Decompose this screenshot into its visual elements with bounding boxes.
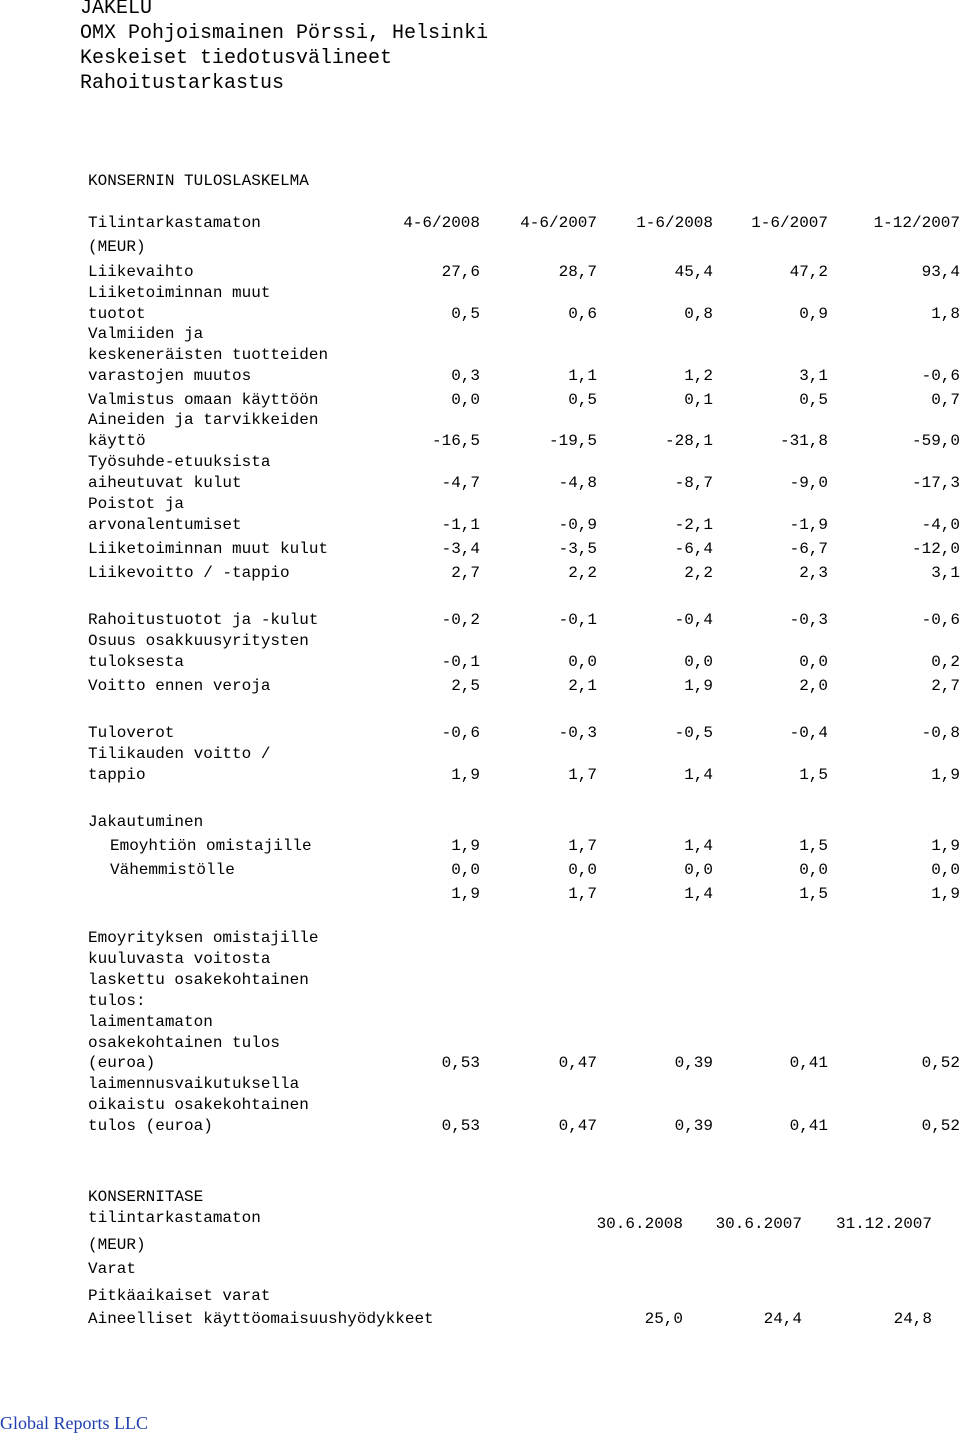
cell-value: 0,41 bbox=[789, 1117, 828, 1135]
cell-value: 1,8 bbox=[931, 305, 960, 323]
row-label: arvonalentumiset bbox=[88, 516, 242, 534]
cell-value: -0,6 bbox=[921, 367, 960, 385]
balance-subtitle: tilintarkastamaton bbox=[88, 1209, 261, 1227]
cell-value: 1,7 bbox=[568, 837, 597, 855]
row-label: Emoyhtiön omistajille bbox=[110, 837, 312, 855]
cell-value: 0,7 bbox=[931, 391, 960, 409]
row-label: aiheutuvat kulut bbox=[88, 474, 242, 492]
cell-value: -28,1 bbox=[664, 432, 713, 450]
cell-value: 2,2 bbox=[684, 564, 713, 582]
cell-value: 0,47 bbox=[558, 1054, 597, 1072]
cell-value: 0,0 bbox=[568, 861, 597, 879]
cell-value: -0,4 bbox=[789, 724, 828, 742]
row-label: tulos: bbox=[88, 992, 146, 1010]
row-label: tuotot bbox=[88, 305, 146, 323]
cell-value: -3,5 bbox=[558, 540, 597, 558]
cell-value: -16,5 bbox=[431, 432, 480, 450]
cell-value: 1,5 bbox=[799, 885, 828, 903]
cell-value: 0,6 bbox=[568, 305, 597, 323]
row-label: (euroa) bbox=[88, 1054, 156, 1072]
row-label: tuloksesta bbox=[88, 653, 185, 671]
balance-cell-value: 25,0 bbox=[644, 1310, 683, 1328]
row-label: varastojen muutos bbox=[88, 367, 252, 385]
cell-value: -4,7 bbox=[441, 474, 480, 492]
cell-value: -4,8 bbox=[558, 474, 597, 492]
cell-value: 3,1 bbox=[799, 367, 828, 385]
cell-value: 0,0 bbox=[799, 861, 828, 879]
cell-value: -0,1 bbox=[441, 653, 480, 671]
row-label: laskettu osakekohtainen bbox=[88, 971, 309, 989]
cell-value: 0,8 bbox=[684, 305, 713, 323]
cell-value: 2,0 bbox=[799, 677, 828, 695]
cell-value: 0,39 bbox=[674, 1054, 713, 1072]
cell-value: 0,0 bbox=[799, 653, 828, 671]
header-jakelu: JAKELU bbox=[80, 0, 153, 20]
cell-value: 0,0 bbox=[931, 861, 960, 879]
cell-value: 0,1 bbox=[684, 391, 713, 409]
cell-value: 2,1 bbox=[568, 677, 597, 695]
cell-value: 1,9 bbox=[931, 885, 960, 903]
cell-value: 0,52 bbox=[921, 1054, 960, 1072]
cell-value: -2,1 bbox=[674, 516, 713, 534]
cell-value: 0,53 bbox=[441, 1117, 480, 1135]
income-unit: (MEUR) bbox=[88, 238, 146, 256]
cell-value: -59,0 bbox=[911, 432, 960, 450]
cell-value: 47,2 bbox=[789, 263, 828, 281]
row-label: Vähemmistölle bbox=[110, 861, 235, 879]
cell-value: -0,8 bbox=[921, 724, 960, 742]
cell-value: 1,4 bbox=[684, 837, 713, 855]
cell-value: -0,3 bbox=[789, 611, 828, 629]
cell-value: -31,8 bbox=[779, 432, 828, 450]
cell-value: -0,9 bbox=[558, 516, 597, 534]
cell-value: 1,7 bbox=[568, 885, 597, 903]
row-label: keskeneräisten tuotteiden bbox=[88, 346, 329, 364]
cell-value: -19,5 bbox=[548, 432, 597, 450]
row-label: tulos (euroa) bbox=[88, 1117, 213, 1135]
cell-value: 0,41 bbox=[789, 1054, 828, 1072]
cell-value: -8,7 bbox=[674, 474, 713, 492]
cell-value: 0,3 bbox=[451, 367, 480, 385]
row-label: Liiketoiminnan muut kulut bbox=[88, 540, 329, 558]
cell-value: 0,9 bbox=[799, 305, 828, 323]
row-label: Liikevoitto / -tappio bbox=[88, 564, 290, 582]
column-header: 4-6/2007 bbox=[520, 214, 597, 232]
column-header: 4-6/2008 bbox=[403, 214, 480, 232]
cell-value: -4,0 bbox=[921, 516, 960, 534]
column-header: 1-6/2008 bbox=[636, 214, 713, 232]
row-label: Aineiden ja tarvikkeiden bbox=[88, 411, 319, 429]
row-label: kuuluvasta voitosta bbox=[88, 950, 271, 968]
header-fsa: Rahoitustarkastus bbox=[80, 72, 285, 95]
cell-value: 0,5 bbox=[451, 305, 480, 323]
cell-value: 2,7 bbox=[931, 677, 960, 695]
row-label: Osuus osakkuusyritysten bbox=[88, 632, 309, 650]
column-header: 1-12/2007 bbox=[873, 214, 960, 232]
row-label: Poistot ja bbox=[88, 495, 185, 513]
cell-value: 1,9 bbox=[451, 885, 480, 903]
cell-value: -0,2 bbox=[441, 611, 480, 629]
cell-value: 0,47 bbox=[558, 1117, 597, 1135]
cell-value: 0,5 bbox=[799, 391, 828, 409]
row-label: Valmistus omaan käyttöön bbox=[88, 391, 319, 409]
cell-value: 1,9 bbox=[451, 837, 480, 855]
row-label: laimennusvaikutuksella bbox=[88, 1075, 300, 1093]
row-label: Voitto ennen veroja bbox=[88, 677, 271, 695]
cell-value: -9,0 bbox=[789, 474, 828, 492]
cell-value: 0,0 bbox=[451, 391, 480, 409]
cell-value: 0,2 bbox=[931, 653, 960, 671]
cell-value: 0,53 bbox=[441, 1054, 480, 1072]
cell-value: 2,7 bbox=[451, 564, 480, 582]
cell-value: 1,7 bbox=[568, 766, 597, 784]
cell-value: 1,5 bbox=[799, 766, 828, 784]
row-label: Liiketoiminnan muut bbox=[88, 284, 271, 302]
row-label: Valmiiden ja bbox=[88, 325, 204, 343]
cell-value: -1,9 bbox=[789, 516, 828, 534]
cell-value: -0,1 bbox=[558, 611, 597, 629]
cell-value: 0,0 bbox=[684, 861, 713, 879]
cell-value: 1,1 bbox=[568, 367, 597, 385]
income-label-head: Tilintarkastamaton bbox=[88, 214, 261, 232]
cell-value: -0,6 bbox=[441, 724, 480, 742]
balance-column-header: 30.6.2008 bbox=[596, 1215, 683, 1233]
cell-value: 2,5 bbox=[451, 677, 480, 695]
cell-value: 1,4 bbox=[684, 766, 713, 784]
cell-value: -0,5 bbox=[674, 724, 713, 742]
row-label: oikaistu osakekohtainen bbox=[88, 1096, 309, 1114]
balance-column-header: 30.6.2007 bbox=[715, 1215, 802, 1233]
balance-cell-value: 24,8 bbox=[893, 1310, 932, 1328]
balance-title: KONSERNITASE bbox=[88, 1188, 204, 1206]
row-label: tappio bbox=[88, 766, 146, 784]
balance-cell-value: 24,4 bbox=[763, 1310, 802, 1328]
row-label: Rahoitustuotot ja -kulut bbox=[88, 611, 319, 629]
row-label: Tuloverot bbox=[88, 724, 175, 742]
cell-value: 1,9 bbox=[931, 837, 960, 855]
cell-value: 1,9 bbox=[931, 766, 960, 784]
cell-value: -0,4 bbox=[674, 611, 713, 629]
cell-value: 0,0 bbox=[568, 653, 597, 671]
cell-value: 1,9 bbox=[684, 677, 713, 695]
footer-watermark: Global Reports LLC bbox=[0, 1413, 148, 1433]
column-header: 1-6/2007 bbox=[751, 214, 828, 232]
cell-value: -17,3 bbox=[911, 474, 960, 492]
balance-row-label: Aineelliset käyttöomaisuushyödykkeet bbox=[88, 1310, 434, 1328]
cell-value: -6,4 bbox=[674, 540, 713, 558]
cell-value: -1,1 bbox=[441, 516, 480, 534]
header-media: Keskeiset tiedotusvälineet bbox=[80, 47, 393, 70]
cell-value: 0,0 bbox=[451, 861, 480, 879]
balance-assets-heading: Varat bbox=[88, 1260, 137, 1278]
cell-value: -0,3 bbox=[558, 724, 597, 742]
cell-value: 1,4 bbox=[684, 885, 713, 903]
cell-value: 1,9 bbox=[451, 766, 480, 784]
header-exchange: OMX Pohjoismainen Pörssi, Helsinki bbox=[80, 22, 489, 45]
cell-value: 28,7 bbox=[558, 263, 597, 281]
cell-value: -6,7 bbox=[789, 540, 828, 558]
cell-value: 0,39 bbox=[674, 1117, 713, 1135]
cell-value: 93,4 bbox=[921, 263, 960, 281]
row-label: Tilikauden voitto / bbox=[88, 745, 271, 763]
cell-value: 45,4 bbox=[674, 263, 713, 281]
cell-value: 2,3 bbox=[799, 564, 828, 582]
row-label: Liikevaihto bbox=[88, 263, 194, 281]
row-label: Jakautuminen bbox=[88, 813, 204, 831]
balance-unit: (MEUR) bbox=[88, 1236, 146, 1254]
cell-value: 27,6 bbox=[441, 263, 480, 281]
balance-column-header: 31.12.2007 bbox=[835, 1215, 932, 1233]
cell-value: 0,0 bbox=[684, 653, 713, 671]
cell-value: -3,4 bbox=[441, 540, 480, 558]
row-label: osakekohtainen tulos bbox=[88, 1034, 281, 1052]
row-label: Emoyrityksen omistajille bbox=[88, 929, 319, 947]
cell-value: -0,6 bbox=[921, 611, 960, 629]
cell-value: 3,1 bbox=[931, 564, 960, 582]
row-label: Työsuhde-etuuksista bbox=[88, 453, 271, 471]
cell-value: 1,5 bbox=[799, 837, 828, 855]
balance-noncurrent-heading: Pitkäaikaiset varat bbox=[88, 1287, 271, 1305]
cell-value: -12,0 bbox=[911, 540, 960, 558]
income-title: KONSERNIN TULOSLASKELMA bbox=[88, 172, 309, 190]
row-label: käyttö bbox=[88, 432, 146, 450]
cell-value: 2,2 bbox=[568, 564, 597, 582]
row-label: laimentamaton bbox=[88, 1013, 213, 1031]
cell-value: 0,52 bbox=[921, 1117, 960, 1135]
cell-value: 1,2 bbox=[684, 367, 713, 385]
cell-value: 0,5 bbox=[568, 391, 597, 409]
